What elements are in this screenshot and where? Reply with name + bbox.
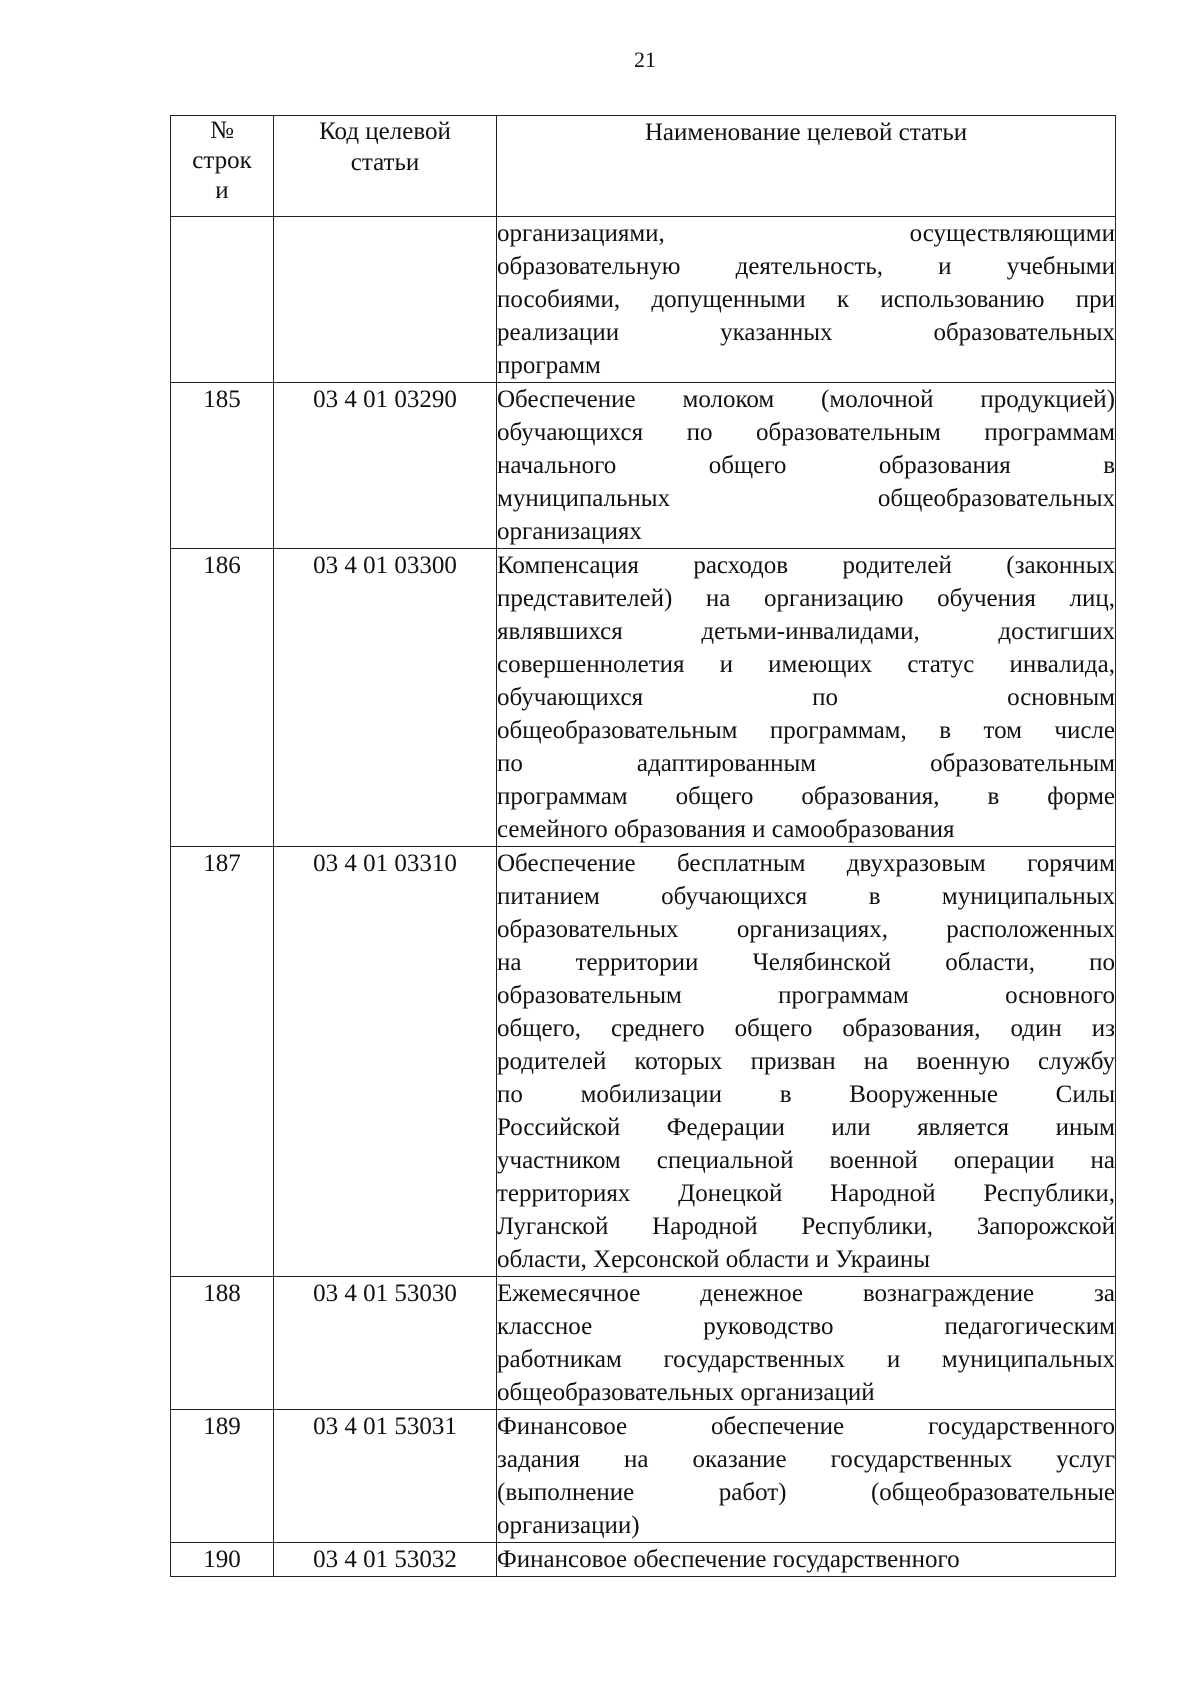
target-name-line: муниципальных общеобразовательных (497, 485, 1115, 512)
target-name-line: семейного образования и самообразования (497, 816, 955, 843)
table-row (171, 217, 1116, 383)
target-code-cell: 03 4 01 53030 (274, 1277, 497, 1410)
target-name-line: Компенсация расходов родителей (законных (497, 552, 1115, 579)
row-number-cell (171, 217, 274, 383)
target-name-line: образовательных организациях, расположенных (497, 916, 1115, 943)
target-name-line: совершеннолетия и имеющих статус инвалида, (497, 651, 1115, 678)
target-code-cell: 03 4 01 53032 (274, 1543, 497, 1577)
target-name-line: питанием обучающихся в муниципальных (497, 883, 1115, 910)
row-number-cell: 185 (171, 383, 274, 549)
target-name-line: программам общего образования, в форме (497, 783, 1115, 810)
table-row (171, 1277, 1116, 1410)
target-name-line: Финансовое обеспечение государственного (497, 1413, 1115, 1440)
header-row-number (171, 116, 274, 217)
row-number-cell: 186 (171, 549, 274, 847)
header-row-number-line: строк (192, 147, 252, 174)
target-code-cell: 03 4 01 03310 (274, 847, 497, 1277)
target-name-line: реализации указанных образовательных (497, 319, 1115, 346)
table-row (171, 549, 1116, 847)
target-name-line: организациями, осуществляющими (497, 220, 1115, 247)
target-name-line: представителей) на организацию обучения лиц, (497, 585, 1115, 612)
target-name-cell (497, 1410, 1116, 1543)
target-name-line: организации) (497, 1512, 640, 1539)
target-name-line: на территории Челябинской области, по (497, 949, 1115, 976)
page-number: 21 (634, 47, 656, 72)
target-name-line: общеобразовательным программам, в том числе (497, 717, 1115, 744)
target-name-line: программ (497, 352, 601, 379)
target-name-line: по мобилизации в Вооруженные Силы (497, 1081, 1115, 1108)
header-row-number-line: и (215, 177, 229, 204)
target-name-line: задания на оказание государственных услуг (497, 1446, 1115, 1473)
target-name-cell (497, 847, 1116, 1277)
target-name-line: обучающихся по основным (497, 684, 1115, 711)
target-name-cell (497, 549, 1116, 847)
header-target-code-line: статьи (350, 149, 420, 176)
target-name-line: Российской Федерации или является иным (497, 1114, 1115, 1141)
target-name-line: по адаптированным образовательным (497, 750, 1115, 777)
table-header-row (171, 116, 1116, 217)
target-name-line: родителей которых призван на военную службу (497, 1048, 1115, 1075)
target-name-line: Финансовое обеспечение государственного (497, 1546, 960, 1573)
target-code-cell (274, 217, 497, 383)
target-name-line: образовательным программам основного (497, 982, 1115, 1009)
target-name-cell (497, 217, 1116, 383)
target-name-line: Луганской Народной Республики, Запорожской (497, 1213, 1115, 1240)
target-name-line: пособиями, допущенными к использованию при (497, 286, 1115, 313)
target-name-line: общеобразовательных организаций (497, 1379, 875, 1406)
target-name-line: организациях (497, 518, 642, 545)
target-name-line: работникам государственных и муниципальных (497, 1346, 1115, 1373)
header-row-number-line: № (210, 117, 234, 144)
target-name-line: начального общего образования в (497, 452, 1115, 479)
row-number-cell: 190 (171, 1543, 274, 1577)
table-row (171, 1410, 1116, 1543)
target-name-cell (497, 1277, 1116, 1410)
target-name-cell (497, 383, 1116, 549)
target-code-cell: 03 4 01 03300 (274, 549, 497, 847)
target-name-line: области, Херсонской области и Украины (497, 1246, 931, 1273)
table-row (171, 1543, 1116, 1577)
target-name-line: (выполнение работ) (общеобразовательные (497, 1479, 1115, 1506)
target-name-line: Обеспечение бесплатным двухразовым горячим (497, 850, 1115, 877)
table-body (171, 217, 1116, 1577)
header-target-code (274, 116, 497, 217)
table-row (171, 383, 1116, 549)
target-name-line: Обеспечение молоком (молочной продукцией) (497, 386, 1115, 413)
target-name-line: территориях Донецкой Народной Республики, (497, 1180, 1115, 1207)
row-number-cell: 187 (171, 847, 274, 1277)
target-code-cell: 03 4 01 03290 (274, 383, 497, 549)
target-name-line: обучающихся по образовательным программам (497, 419, 1115, 446)
row-number-cell: 188 (171, 1277, 274, 1410)
target-name-line: общего, среднего общего образования, один из (497, 1015, 1115, 1042)
target-name-line: классное руководство педагогическим (497, 1313, 1115, 1340)
target-code-cell: 03 4 01 53031 (274, 1410, 497, 1543)
target-name-line: Ежемесячное денежное вознаграждение за (497, 1280, 1115, 1307)
target-name-cell (497, 1543, 1116, 1577)
target-name-line: являвшихся детьми-инвалидами, достигших (497, 618, 1115, 645)
target-name-line: образовательную деятельность, и учебными (497, 253, 1115, 280)
header-target-name: Наименование целевой статьи (497, 116, 1116, 217)
target-articles-table (170, 115, 1116, 1577)
target-name-line: участником специальной военной операции на (497, 1147, 1115, 1174)
header-target-code-line: Код целевой (319, 118, 451, 145)
table-row (171, 847, 1116, 1277)
row-number-cell: 189 (171, 1410, 274, 1543)
